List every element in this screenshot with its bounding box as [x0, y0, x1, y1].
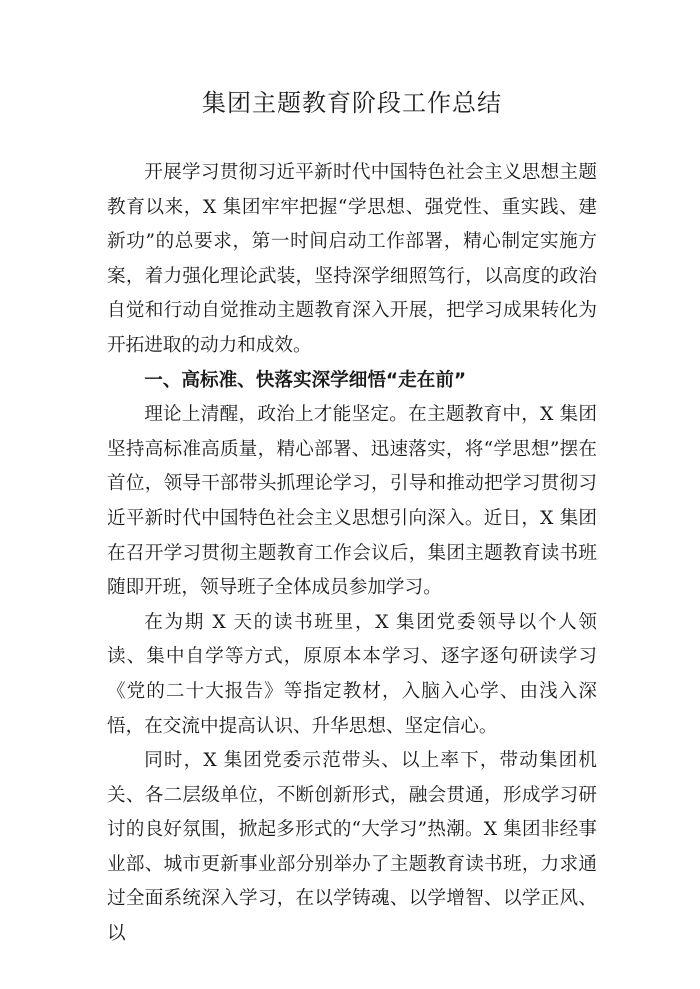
- body-paragraph-3: 同时，X 集团党委示范带头、以上率下，带动集团机关、各二层级单位，不断创新形式，融会贯通，形成学习研讨的良好氛围，掀起多形式的“大学习”热潮。X 集团非经事业部、城市更新事业部分别举办了主题教育读书班，力求通过全面系统深入学习，在以学铸魂、以学增智、以学正风、以: [107, 750, 597, 945]
- intro-paragraph: 开展学习贯彻习近平新时代中国特色社会主义思想主题教育以来，X 集团牢牢把握“学思想、强党性、重实践、建新功”的总要求，第一时间启动工作部署，精心制定实施方案，着力强化理论武装，坚持深学细照笃行，以高度的政治自觉和行动自觉推动主题教育深入开展，把学习成果转化为开拓进取的动力和成效。: [107, 162, 597, 356]
- body-paragraph-2: 在为期 X 天的读书班里，X 集团党委领导以个人领读、集中自学等方式，原原本本学习、逐字逐句研读学习《党的二十大报告》等指定教材，入脑入心学、由浅入深悟，在交流中提高认识、升华思想、坚定信心。: [107, 611, 597, 737]
- body-paragraph-1: 理论上清醒，政治上才能坚定。在主题教育中，X 集团坚持高标准高质量，精心部署、迅速落实，将“学思想”摆在首位，领导干部带头抓理论学习，引导和推动把学习贯彻习近平新时代中国特色社会主义思想引向深入。近日，X 集团在召开学习贯彻主题教育工作会议后，集团主题教育读书班随即开班，领导班子全体成员参加学习。: [107, 404, 597, 599]
- document-title: 集团主题教育阶段工作总结: [202, 89, 502, 117]
- section-heading-1: 一、高标准、快落实深学细悟“走在前”: [144, 369, 467, 391]
